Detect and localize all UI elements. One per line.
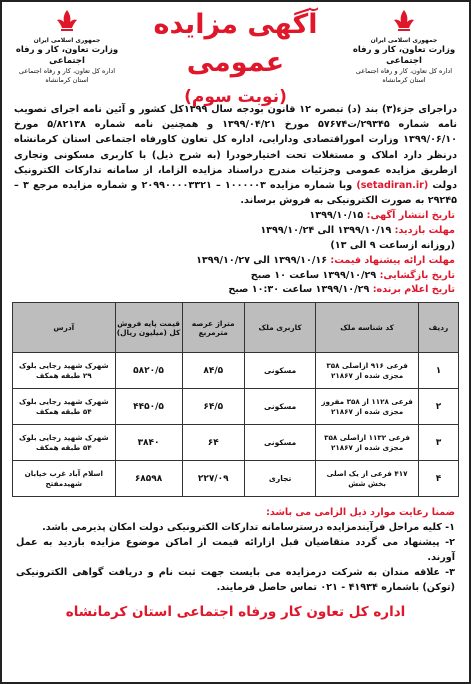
cell-base-price: ۶۸۵۹۸ xyxy=(115,461,182,497)
col-header-usage: کاربری ملک xyxy=(244,303,315,353)
col-header-area: متراژ عرصه مترمربع xyxy=(182,303,244,353)
table-row xyxy=(13,353,459,389)
cell-usage: مسکونی xyxy=(244,353,315,389)
cell-address: اسلام آباد غرب خیابان شهیدمفتح xyxy=(13,461,116,497)
date-visit-hours xyxy=(16,239,455,254)
cell-property-code: ۴۱۷ فرعی از یک اصلی بخش شش xyxy=(316,461,419,497)
date-opening xyxy=(16,269,455,284)
org-line-2: وزارت تعاون، کار و رفاه اجتماعی xyxy=(352,45,456,66)
table-row xyxy=(13,389,459,425)
date-label: تاریخ انتشار آگهی: xyxy=(366,210,455,222)
cell-row-no: ۳ xyxy=(418,425,458,461)
notice-header xyxy=(10,6,461,107)
cell-address: شهرک شهید رجایی بلوک ۲۹ طبقه همکف xyxy=(13,353,116,389)
org-line-3: اداره کل تعاون، کار و رفاه اجتماعی xyxy=(355,67,453,75)
date-value: ۱۳۹۹/۱۰/۱۵ xyxy=(309,210,367,222)
date-value: (روزانه ازساعت ۹ الی ۱۳) xyxy=(330,240,455,252)
cell-area: ۲۲۷/۰۹ xyxy=(182,461,244,497)
table-header-row xyxy=(13,303,459,353)
cell-property-code: فرعی ۹۱۶ ازاصلی ۳۵۸ مجزی شده از ۲۱۸۶۷ xyxy=(316,353,419,389)
date-label: تاریخ بازگشایی: xyxy=(379,269,455,281)
iran-emblem-icon xyxy=(50,8,84,34)
notes-section xyxy=(10,497,461,595)
date-label: مهلت بازدید: xyxy=(394,225,455,237)
iran-emblem-icon xyxy=(387,8,421,34)
date-label: تاریخ اعلام برنده: xyxy=(372,284,455,296)
org-line-4: استان کرمانشاه xyxy=(45,76,89,84)
page-title: آگهی مزایده عمومی xyxy=(153,9,318,78)
note-item: ۲- پیشنهاد می گردد متقاضیان قبل ازارائه قیمت از اماکن موضوع مزایده بازدید به عمل آورند. xyxy=(16,537,455,564)
note-item: ۱- کلیه مراحل فرآیندمزایده درسترسامانه تدارکات الکترونیکی دولت امکان پذیرمی باشد. xyxy=(42,522,455,534)
org-line-3: اداره کل تعاون، کار و رفاه اجتماعی xyxy=(18,67,116,75)
date-visit xyxy=(16,224,455,239)
cell-usage: تجاری xyxy=(244,461,315,497)
cell-row-no: ۲ xyxy=(418,389,458,425)
cell-base-price: ۴۴۵۰/۵ xyxy=(115,389,182,425)
footer-organization: اداره کل تعاون کار ورفاه اجتماعی استان کرمانشاه xyxy=(65,604,406,621)
cell-base-price: ۳۸۴۰ xyxy=(115,425,182,461)
col-header-row-no: ردیف xyxy=(418,303,458,353)
cell-area: ۶۴/۵ xyxy=(182,389,244,425)
notes-title: ضمنا رعایت موارد ذیل الزامی می باشد: xyxy=(266,507,455,519)
cell-area: ۶۴ xyxy=(182,425,244,461)
org-block-left xyxy=(12,8,122,85)
body-text-b: وبا شماره مزایده ۱۰۰۰۰۰۳ – ۲۰۹۹۰۰۰۰۳۳۲۱ و شماره مزایده مرجع ۳ – ۲۹۲۴۵ به صورت الکترونیکی به فروش برساند. xyxy=(14,180,457,207)
cell-address: شهرک شهید رجایی بلوک ۵۴ طبقه همکف xyxy=(13,389,116,425)
col-header-base-price: قیمت پایه فروش کل (میلیون ریال) xyxy=(115,303,182,353)
dates-list xyxy=(10,209,461,298)
table-row xyxy=(13,461,459,497)
cell-property-code: فرعی ۱۱۲۸ از ۳۵۸ مفروز مجزی شده از ۲۱۸۶۷ xyxy=(316,389,419,425)
cell-area: ۸۴/۵ xyxy=(182,353,244,389)
cell-usage: مسکونی xyxy=(244,425,315,461)
date-value: ۱۳۹۹/۱۰/۲۹ ساعت ۱۰ صبح xyxy=(250,269,380,281)
notice-body xyxy=(10,102,461,208)
date-value: ۱۳۹۹/۱۰/۱۶ الی ۱۳۹۹/۱۰/۲۷ xyxy=(196,254,331,266)
date-value: ۱۳۹۹/۱۰/۲۹ ساعت ۱۰:۳۰ صبح xyxy=(228,284,373,296)
cell-address: شهرک شهید رجایی بلوک ۵۴ طبقه همکف xyxy=(13,425,116,461)
date-label: مهلت ارائه پیشنهاد قیمت: xyxy=(330,254,455,266)
date-value: ۱۳۹۹/۱۰/۱۹ الی ۱۳۹۹/۱۰/۲۴ xyxy=(260,225,395,237)
date-bid xyxy=(16,254,455,269)
col-header-address: آدرس xyxy=(13,303,116,353)
cell-row-no: ۱ xyxy=(418,353,458,389)
cell-base-price: ۵۸۲۰/۵ xyxy=(115,353,182,389)
title-block xyxy=(130,6,341,112)
cell-property-code: فرعی ۱۱۳۲ ازاصلی ۳۵۸ مجزی شده از ۲۱۸۶۷ xyxy=(316,425,419,461)
date-publish xyxy=(16,209,455,224)
property-table xyxy=(12,302,459,497)
setadiran-link[interactable]: (setadiran.ir) xyxy=(356,180,429,192)
org-block-right xyxy=(349,8,459,85)
note-item: ۳- علاقه مندان به شرکت درمزایده می بایست جهت ثبت نام و دریافت گواهی الکترونیکی (توکن) باشماره ۴۱۹۳۴ - ۰۲۱ تماس حاصل فرمایند. xyxy=(16,567,455,594)
page-subtitle: (نوبت سوم) xyxy=(184,87,287,107)
org-line-1: جمهوری اسلامی ایران xyxy=(33,37,101,44)
col-header-property-code: کد شناسه ملک xyxy=(316,303,419,353)
org-line-2: وزارت تعاون، کار و رفاه اجتماعی xyxy=(15,45,119,66)
table-row xyxy=(13,425,459,461)
cell-row-no: ۴ xyxy=(418,461,458,497)
org-line-1: جمهوری اسلامی ایران xyxy=(370,37,438,44)
date-winner xyxy=(16,283,455,298)
body-text-a: دراجرای جزء(۳) بند (د) تبصره ۱۲ قانون بودجه سال ۱۳۹۹کل کشور و آئین نامه اجرای تصویب نامه شماره ۲۹۳۴۵/ت۵۷۶۷۴ مورخ ۱۳۹۹/۰۴/۲۱ و همچنین نامه شماره ۵/۸۲۱۳۸ مورخ ۱۳۹۹/۰۶/۱۰ وزارت اموراقتصادی ودارایی، اداره کل تعاون کاورفاه اجتماعی استان کرمانشاه درنظر دارد املاک و مستغلات تحت اختیارخودرا (به شرح ذیل) با کاربری مسکونی وتجاری ازطریق مزایده عمومی وجزئیات مندرج دراسناد مزایده الزاما، از سامانه تدارکات الکترونیک دولت xyxy=(14,104,458,192)
org-line-4: استان کرمانشاه xyxy=(382,76,426,84)
cell-usage: مسکونی xyxy=(244,389,315,425)
property-table-wrap xyxy=(10,298,461,497)
